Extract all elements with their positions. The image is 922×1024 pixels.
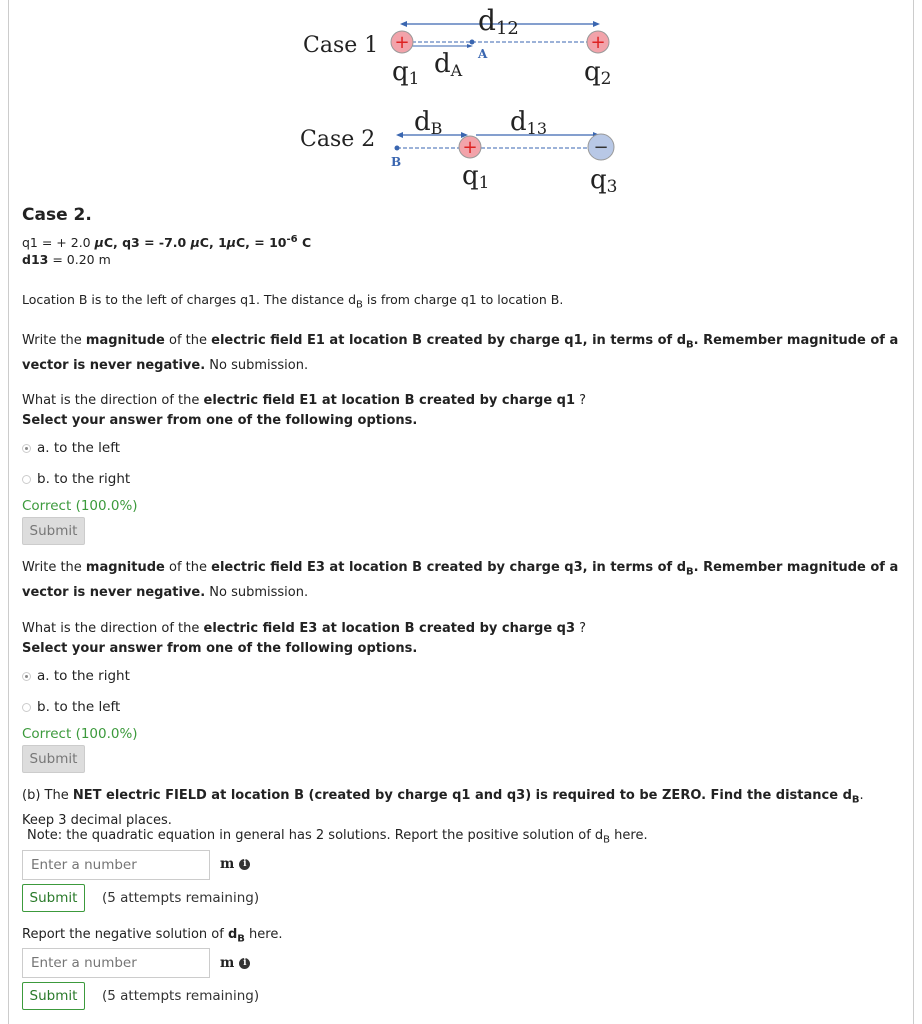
- case1-label: Case 1: [303, 33, 379, 58]
- location-text: Location B is to the left of charges q1. The distance $d_B$ is from charge q1 to location B.: [22, 292, 564, 311]
- d12-arrowhead-right: [593, 21, 600, 27]
- option-b-e1[interactable]: b. to the right: [22, 471, 130, 487]
- d12-label: d12: [478, 4, 519, 39]
- attempts-remaining-1: (5 attempts remaining): [102, 890, 260, 906]
- point-B-label: B: [391, 155, 402, 169]
- info-icon[interactable]: i: [239, 958, 250, 969]
- d13-label: d13: [510, 107, 548, 138]
- dB-arrowhead-left: [396, 132, 403, 138]
- option-b-e3[interactable]: b. to the left: [22, 699, 120, 715]
- q1-label-case2: q1: [462, 161, 490, 193]
- q1-plus-sign-case1: +: [394, 32, 410, 53]
- dA-label: dA: [434, 49, 463, 80]
- status-correct-2: Correct (100.0%): [22, 726, 138, 742]
- submit-button-2[interactable]: Submit: [22, 982, 85, 1010]
- radio-icon[interactable]: [22, 475, 31, 484]
- d12-arrowhead-left: [400, 21, 407, 27]
- case-heading: Case 2.: [22, 205, 92, 225]
- q1-plus-sign-case2: +: [462, 137, 478, 158]
- submit-button-disabled-2[interactable]: Submit: [22, 745, 85, 773]
- radio-icon[interactable]: [22, 444, 31, 453]
- select-instruction-1: Select your answer from one of the following options.: [22, 413, 418, 428]
- question-e1-magnitude: Write the magnitude of the electric field E1 at location B created by charge q1, in terms of $d_B$. Remember magnitude of a vector is never negative. No submission.: [22, 333, 899, 373]
- dA-arrowhead: [467, 44, 473, 48]
- negative-solution-input[interactable]: [22, 948, 210, 978]
- q1-label-case1: q1: [392, 57, 420, 89]
- q2-label: q2: [584, 57, 612, 89]
- question-e1-direction: What is the direction of the electric field E1 at location B created by charge q1 ?: [22, 393, 587, 408]
- unit-label-2: m i: [220, 955, 250, 971]
- point-B-dot: [395, 146, 400, 151]
- unit-label-1: m i: [220, 856, 250, 872]
- dB-label: dB: [414, 107, 443, 138]
- d13-line: d13 = 0.20 m: [22, 252, 111, 267]
- info-icon[interactable]: i: [239, 859, 250, 870]
- status-correct-1: Correct (100.0%): [22, 498, 138, 514]
- question-net-field: (b) The NET electric FIELD at location B (created by charge q1 and q3) is required to be ZERO. Find the distance $d_B$. Keep 3 decimal places.: [22, 788, 864, 828]
- attempts-remaining-2: (5 attempts remaining): [102, 988, 260, 1004]
- radio-icon[interactable]: [22, 703, 31, 712]
- option-a-e1[interactable]: a. to the left: [22, 440, 120, 456]
- givens-line: q1 = + 2.0 μC, q3 = -7.0 μC, 1μC, = $10^{-6}$ C: [22, 234, 312, 251]
- point-A-label: A: [478, 47, 488, 61]
- option-a-e3[interactable]: a. to the right: [22, 668, 130, 684]
- charges-diagram: [0, 0, 922, 200]
- q3-minus-sign: −: [593, 137, 609, 158]
- submit-button-disabled-1[interactable]: Submit: [22, 517, 85, 545]
- case2-label: Case 2: [300, 127, 376, 152]
- quadratic-note: Note: the quadratic equation in general has 2 solutions. Report the positive solution of $d_B$ here.: [27, 828, 648, 846]
- submit-button-1[interactable]: Submit: [22, 884, 85, 912]
- point-A-dot: [470, 40, 475, 45]
- q3-label: q3: [590, 165, 618, 197]
- select-instruction-2: Select your answer from one of the following options.: [22, 641, 418, 656]
- radio-icon[interactable]: [22, 672, 31, 681]
- question-e3-direction: What is the direction of the electric field E3 at location B created by charge q3 ?: [22, 621, 587, 636]
- q2-plus-sign: +: [590, 32, 606, 53]
- question-e3-magnitude: Write the magnitude of the electric field E3 at location B created by charge q3, in terms of $d_B$. Remember magnitude of a vector is never negative. No submission.: [22, 560, 899, 600]
- question-negative-solution: Report the negative solution of $d_B$ here.: [22, 927, 283, 945]
- positive-solution-input[interactable]: [22, 850, 210, 880]
